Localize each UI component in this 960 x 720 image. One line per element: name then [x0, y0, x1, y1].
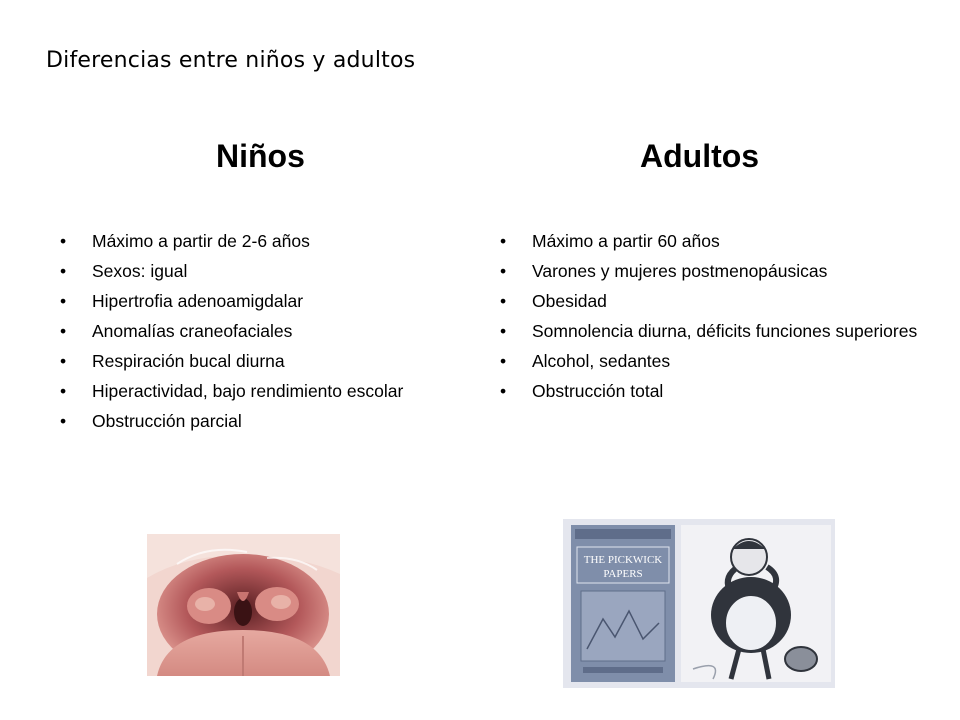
list-item: • Máximo a partir 60 años — [500, 230, 920, 252]
list-ninos — [60, 230, 440, 440]
list-item: • Hipertrofia adenoamigdalar — [60, 290, 440, 312]
list-item: • Somnolencia diurna, déficits funciones superiores — [500, 320, 920, 342]
list-item: • Alcohol, sedantes — [500, 350, 920, 372]
list-item: • Varones y mujeres postmenopáusicas — [500, 260, 920, 282]
list-adultos — [500, 230, 920, 410]
heading-adultos: Adultos — [640, 138, 760, 174]
list-item: • Obstrucción parcial — [60, 410, 440, 432]
list-item: • Sexos: igual — [60, 260, 440, 282]
list-item: • Obstrucción total — [500, 380, 920, 402]
heading-ninos: Niños — [216, 138, 305, 174]
list-item: • Anomalías craneofaciales — [60, 320, 440, 342]
pickwick-illustration — [563, 519, 835, 688]
slide-title: Diferencias entre niños y adultos — [46, 48, 416, 73]
list-item: • Obesidad — [500, 290, 920, 312]
tonsils-photo — [147, 534, 340, 676]
tonsils-illustration — [147, 534, 340, 676]
list-item: • Respiración bucal diurna — [60, 350, 440, 372]
book-title-line2: PAPERS — [603, 568, 643, 580]
book-title-line1: THE PICKWICK — [583, 554, 663, 566]
list-item: • Máximo a partir de 2-6 años — [60, 230, 440, 252]
pickwick-photo — [563, 519, 835, 688]
list-item: • Hiperactividad, bajo rendimiento escolar — [60, 380, 440, 402]
